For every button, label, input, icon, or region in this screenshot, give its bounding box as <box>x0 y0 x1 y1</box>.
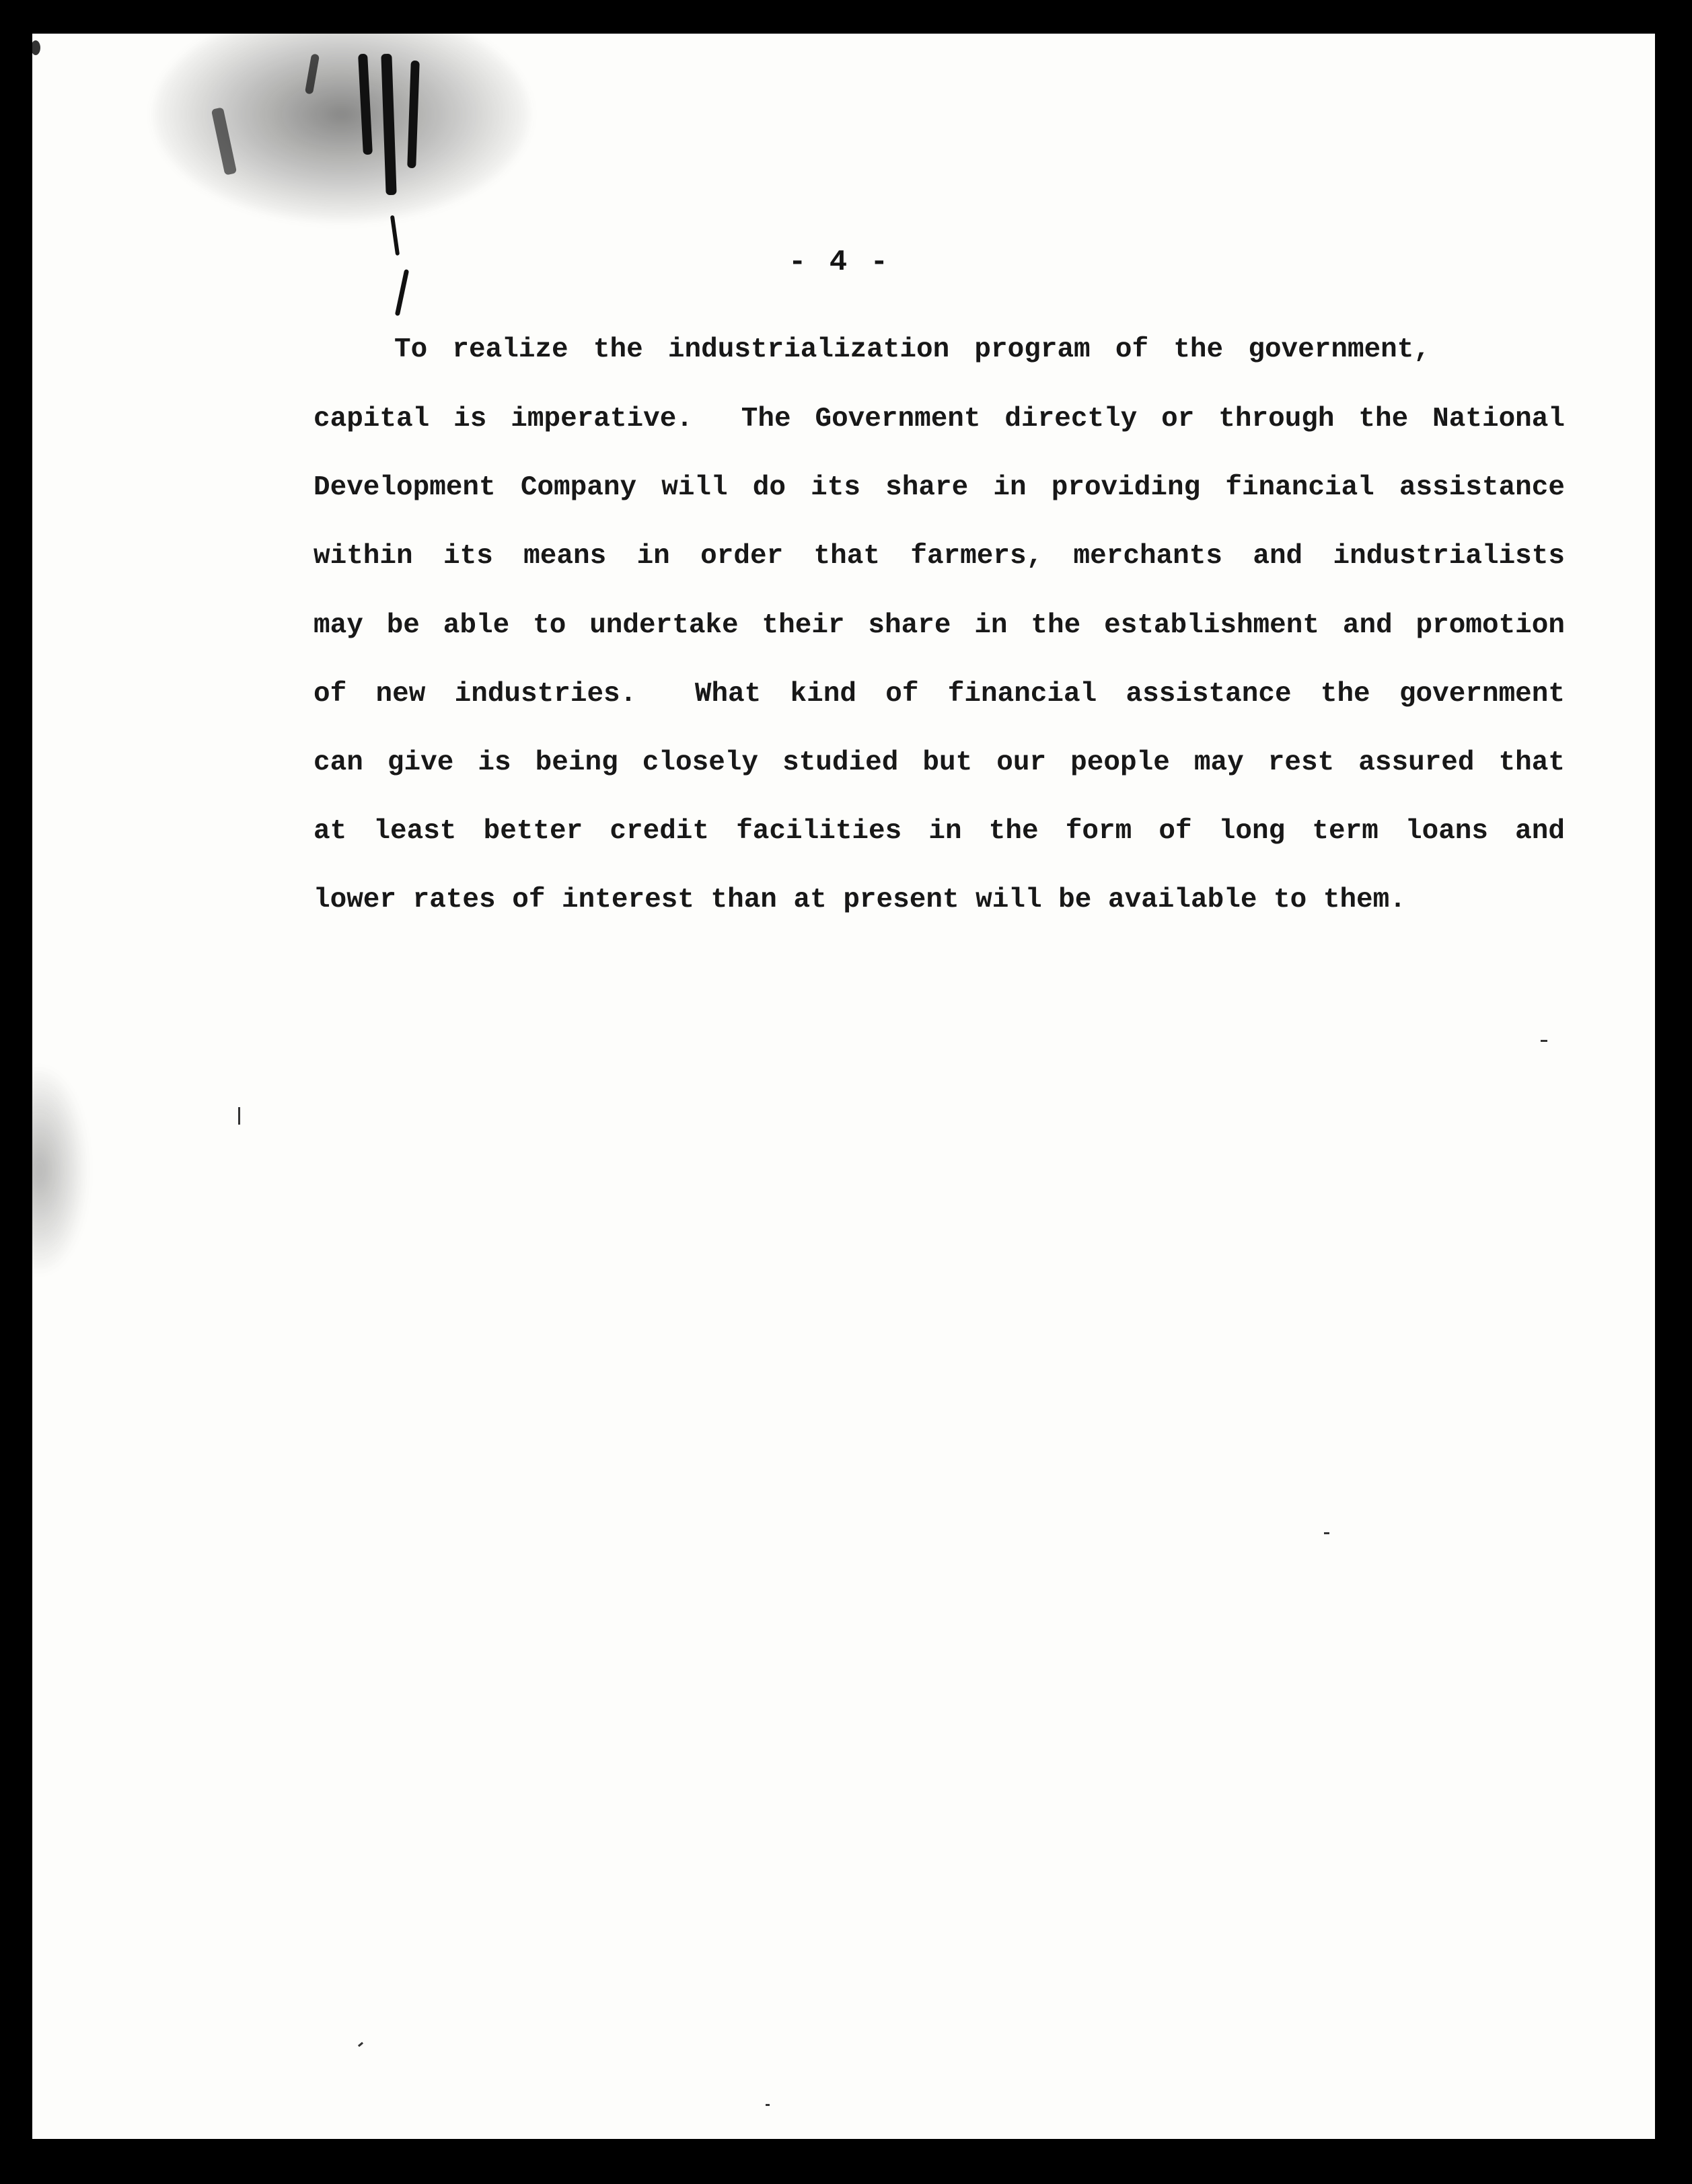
paragraph-line: capital is imperative. The Government directly or through the National <box>314 404 1565 435</box>
scan-speck <box>766 2104 770 2106</box>
paragraph-line: at least better credit facilities in the form of long term loans and <box>314 816 1565 847</box>
scan-speck <box>32 40 40 55</box>
paragraph-line: within its means in order that farmers, merchants and industrialists <box>314 541 1565 572</box>
paragraph-line: lower rates of interest than at present will be available to them. <box>314 884 1406 915</box>
paragraph-line: may be able to undertake their share in the establishment and promotion <box>314 610 1565 641</box>
punch-mark <box>390 215 400 256</box>
scan-speck <box>238 1107 240 1125</box>
punch-mark <box>395 269 409 316</box>
document-page <box>32 34 1655 2139</box>
ink-smudge <box>32 1069 86 1271</box>
scan-speck <box>358 2042 363 2047</box>
scan-speck <box>1541 1040 1547 1042</box>
ink-smudge <box>153 34 530 222</box>
paragraph-line: of new industries. What kind of financial assistance the government <box>314 679 1565 710</box>
paragraph-line: To realize the industrialization program of the government, <box>394 334 1430 365</box>
page-number: - 4 - <box>788 246 891 279</box>
paragraph-line: Development Company will do its share in providing financial assistance <box>314 472 1565 503</box>
scan-speck <box>1324 1532 1329 1534</box>
paragraph-line: can give is being closely studied but our people may rest assured that <box>314 747 1565 778</box>
